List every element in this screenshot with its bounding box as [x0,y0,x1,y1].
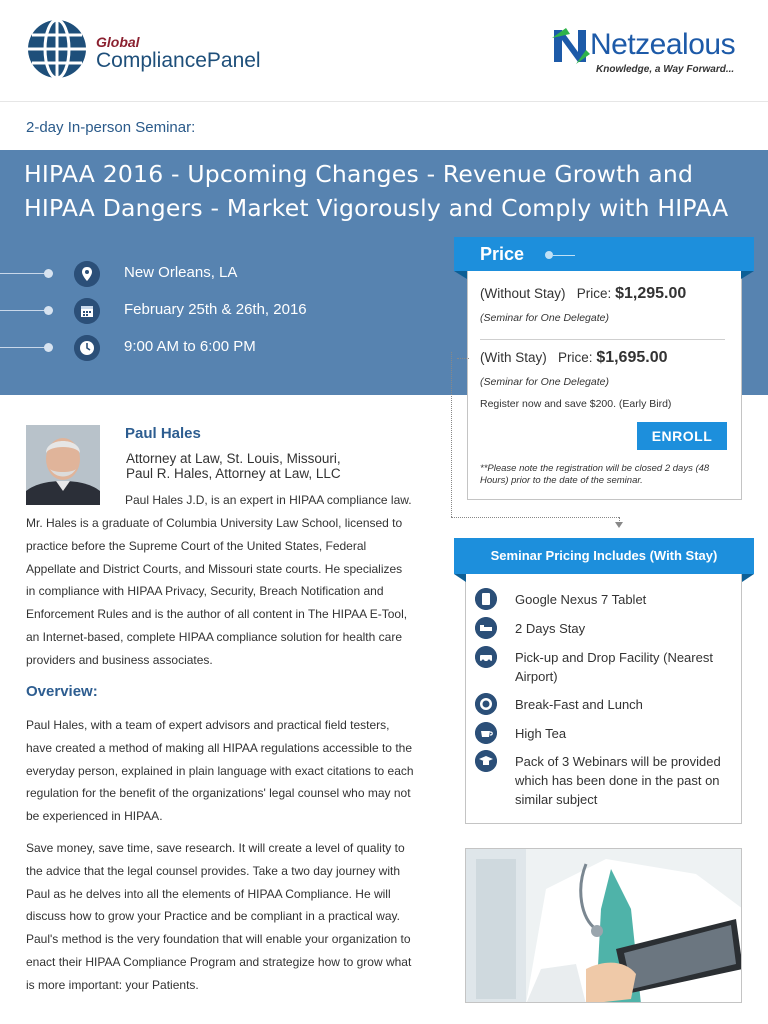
event-location: New Orleans, LA [124,264,238,281]
seminar-kind-label: 2-day In-person Seminar: [26,119,196,136]
speaker-role [126,451,341,481]
event-date-row [0,297,440,325]
overview-line: be experienced in HIPAA. [26,809,163,824]
with-stay-note: (Seminar for One Delegate) [480,376,609,388]
seminar-title: HIPAA 2016 - Upcoming Changes - Revenue Growth and HIPAA Dangers - Market Vigorously and Comply with HIPAA [24,160,729,222]
speaker-role-line: Paul R. Hales, Attorney at Law, LLC [126,466,341,481]
enroll-button[interactable]: ENROLL [637,422,727,450]
ribbon-fold-left [454,574,466,582]
bio-line: Enforcement Rules and is the author of all content in The HIPAA E-Tool, [26,607,408,622]
event-time: 9:00 AM to 6:00 PM [124,338,256,355]
plate-icon [475,693,497,715]
includes-item-text: Break-Fast and Lunch [515,697,643,712]
info-bullet-dot [44,306,53,315]
bio-line: providers and business associates. [26,652,213,667]
info-bullet-dot [44,269,53,278]
price-with-stay [480,349,668,367]
location-pin-icon [74,261,100,287]
overview-line: everyday person, explained in plain language with exact citations to each [26,763,414,778]
overview-line: Paul's method is the very foundation that will enable your organization to [26,932,411,947]
car-icon [475,646,497,668]
price-heading: Price [480,244,525,264]
info-bullet-dot [44,343,53,352]
early-bird-note: Register now and save $200. (Early Bird) [480,398,672,410]
overview-line: enact their HIPAA Compliance Program and strategize how to grow what [26,954,412,969]
clock-icon [74,335,100,361]
speaker-photo [26,425,100,505]
registration-note: **Please note the registration will be closed 2 days (48 Hours) prior to the date of the seminar. [480,463,710,486]
speaker-bio [26,512,446,672]
bio-line: practice before the Supreme Court of the United States, Federal [26,538,367,553]
overview-line: discuss how to grow your Practice and be compliant in a practical way. [26,909,400,924]
speaker-role-line: Attorney at Law, St. Louis, Missouri, [126,451,341,466]
includes-item-text: 2 Days Stay [515,621,586,636]
overview-line: Paul Hales, with a team of expert advisors and practical field testers, [26,718,390,732]
without-stay-price-label: Price: [576,286,612,301]
header [0,0,768,102]
overview-line: have created a method of making all HIPAA regulations accessible to the [26,740,412,755]
tea-cup-icon [475,722,497,744]
bio-line: Appellate and District Courts, and Missouri state courts. He specializes [26,561,403,576]
globe-logo-icon [26,18,88,80]
event-date: February 25th & 26th, 2016 [124,301,307,318]
price-heading-dot [545,251,553,259]
overview-line: the advice that the legal counsel provides. Take a two day journey with [26,863,401,878]
price-heading-line [553,255,575,256]
info-connector-line [0,273,48,274]
overview-line: Paul as he delves into all the elements of HIPAA Compliance. He will [26,886,391,901]
overview-line: Save money, save time, save research. It will create a level of quality to [26,841,405,855]
includes-item-text: Pack of 3 Webinars will be provided which has been done in the past on similar subject [515,754,721,807]
ribbon-fold-right [742,574,754,582]
with-stay-label: (With Stay) [480,350,547,365]
overview-heading: Overview: [26,683,98,700]
includes-item-text: Pick-up and Drop Facility (Nearest Airport) [515,650,713,684]
ribbon-fold-right [741,271,754,279]
connector-arrow-icon [615,522,623,528]
connector-dotted-line [457,358,469,359]
netzealous-mark-icon [550,24,592,66]
overview-line: is more important: your Patients. [26,977,199,992]
overview-paragraph-2 [26,837,446,997]
ribbon-fold-left [454,271,467,279]
without-stay-note: (Seminar for One Delegate) [480,312,609,324]
webinar-icon [475,750,497,772]
bio-line: Mr. Hales is a graduate of Columbia University Law School, licensed to [26,516,403,530]
overview-paragraph-1 [26,714,446,828]
tablet-icon [475,588,497,610]
without-stay-label: (Without Stay) [480,286,566,301]
logo-compliance-panel-text: CompliancePanel [96,49,261,72]
doctor-with-tablet-photo [465,848,742,1003]
connector-dotted-line [451,517,619,518]
logo-global-text: Global [96,34,140,50]
doctor-illustration [466,849,742,1003]
includes-heading: Seminar Pricing Includes (With Stay) [490,548,718,563]
overview-line: regulation for the benefit of the organizations' legal counsel who may not [26,786,411,801]
speaker-portrait [26,425,100,505]
info-connector-line [0,347,48,348]
netzealous-tagline: Knowledge, a Way Forward... [596,64,735,75]
with-stay-amount: $1,695.00 [596,349,668,366]
without-stay-amount: $1,295.00 [615,285,687,302]
includes-item-text: High Tea [515,726,567,741]
includes-item-text: Google Nexus 7 Tablet [515,592,647,607]
event-location-row [0,260,440,288]
info-connector-line [0,310,48,311]
bio-line: an Internet-based, complete HIPAA compliance solution for health care [26,629,402,644]
speaker-bio-first-line: Paul Hales J.D, is an expert in HIPAA compliance law. [125,493,412,507]
connector-dotted-line [451,352,452,517]
bio-line: in compliance with HIPAA Privacy, Security, Breach Notification and [26,584,384,599]
calendar-icon [74,298,100,324]
price-without-stay [480,285,686,303]
bed-icon [475,617,497,639]
netzealous-logo-text: Netzealous [590,28,736,61]
with-stay-price-label: Price: [558,350,593,365]
speaker-name: Paul Hales [125,425,201,442]
price-divider [480,339,725,340]
event-time-row [0,334,440,362]
